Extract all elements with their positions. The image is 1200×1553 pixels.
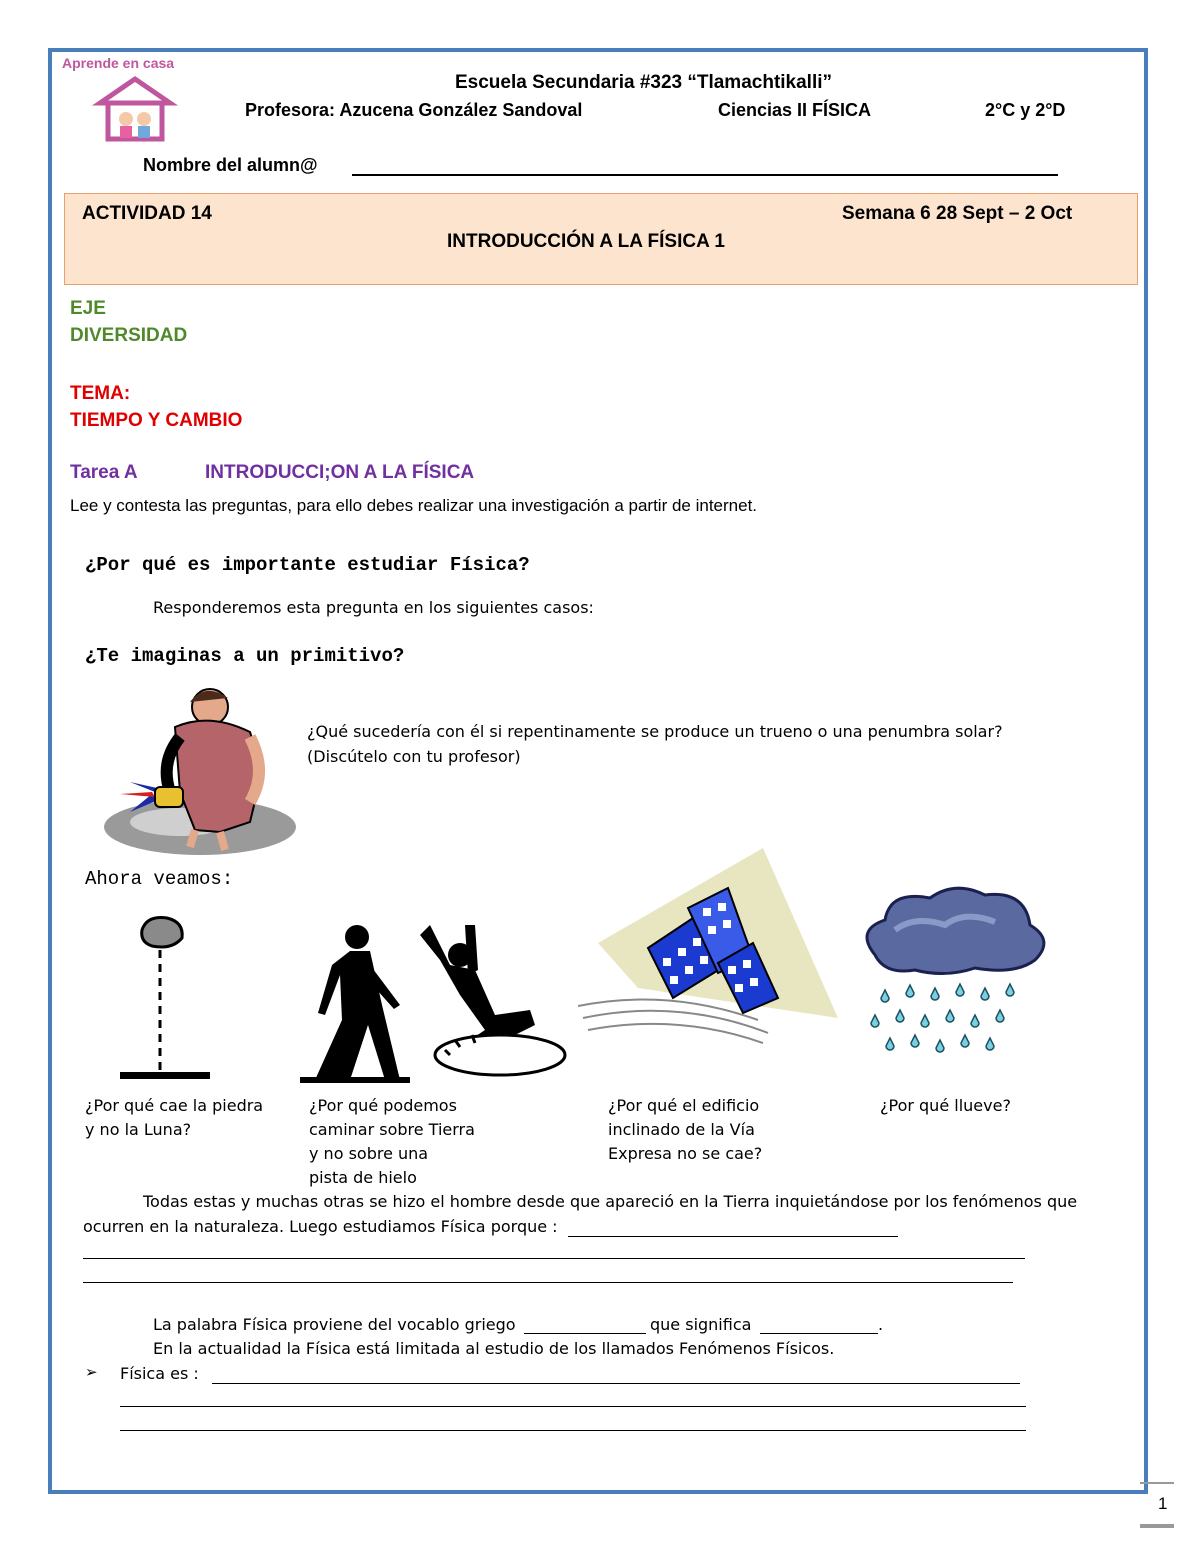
- fisica-es-line-1[interactable]: [212, 1383, 1020, 1384]
- teacher-name: Profesora: Azucena González Sandoval: [245, 100, 583, 120]
- eje-label: EJE: [70, 298, 106, 319]
- rain-cloud-image: [855, 880, 1055, 1060]
- fisica-es-line-2[interactable]: [120, 1406, 1026, 1407]
- question-importance: ¿Por qué es importante estudiar Física?: [85, 554, 530, 576]
- subject: Ciencias II FÍSICA: [718, 100, 872, 120]
- answer-line-1[interactable]: [83, 1258, 1025, 1259]
- caption-building: ¿Por qué el edificio inclinado de la Vía Expresa no se cae?: [608, 1096, 763, 1163]
- page-number-rule-bottom: [1140, 1524, 1174, 1528]
- greek-word-line[interactable]: [524, 1333, 646, 1334]
- fisica-es-line-3[interactable]: [120, 1430, 1026, 1431]
- caption-rain: ¿Por qué llueve?: [880, 1096, 1011, 1115]
- caption-walk: ¿Por qué podemos caminar sobre Tierra y no sobre una pista de hielo: [309, 1096, 475, 1187]
- leaning-building-image: [578, 848, 838, 1048]
- meaning-line[interactable]: [760, 1333, 878, 1334]
- tarea-title: INTRODUCCI;ON A LA FÍSICA: [205, 462, 475, 483]
- paragraph-line-2: ocurren en la naturaleza. Luego estudiamos Física porque :: [83, 1217, 558, 1236]
- logo-text: Aprende en casa: [62, 55, 175, 71]
- groups: 2°C y 2°D: [985, 100, 1066, 120]
- primitive-discuss: (Discútelo con tu profesor): [307, 747, 521, 766]
- eje-value: DIVERSIDAD: [70, 325, 188, 346]
- answer-line-2[interactable]: [83, 1282, 1013, 1283]
- tarea-label: Tarea A: [70, 462, 138, 483]
- page-number-rule-top: [1140, 1482, 1174, 1484]
- logo: [62, 55, 202, 145]
- actualidad-text: En la actualidad la Física está limitada al estudio de los llamados Fenómenos Físicos.: [153, 1339, 835, 1358]
- answer-intro: Responderemos esta pregunta en los siguientes casos:: [153, 598, 594, 617]
- tema-value: TIEMPO Y CAMBIO: [70, 410, 243, 431]
- activity-week: Semana 6 28 Sept – 2 Oct: [842, 203, 1073, 224]
- bullet-arrow: ➢: [85, 1364, 98, 1381]
- walking-slipping-image: [300, 915, 580, 1085]
- greek-text-1: La palabra Física proviene del vocablo griego: [153, 1315, 516, 1334]
- caption-stone: ¿Por qué cae la piedra y no la Luna?: [85, 1096, 264, 1139]
- tema-label: TEMA:: [70, 383, 131, 404]
- activity-title: INTRODUCCIÓN A LA FÍSICA 1: [447, 231, 725, 252]
- page-number: 1: [1158, 1494, 1168, 1513]
- fisica-es-label: Física es :: [120, 1364, 199, 1383]
- period: .: [878, 1315, 884, 1334]
- paragraph-line-1: Todas estas y muchas otras se hizo el hombre desde que apareció en la Tierra inquietándose por los fenómenos que: [143, 1192, 1078, 1211]
- answer-line-porque[interactable]: [568, 1236, 898, 1237]
- school-name: Escuela Secundaria #323 “Tlamachtikalli”: [455, 72, 833, 93]
- student-name-line[interactable]: [352, 174, 1058, 176]
- activity-label: ACTIVIDAD 14: [82, 203, 212, 224]
- student-label: Nombre del alumn@: [143, 155, 318, 175]
- caveman-image: [100, 682, 300, 862]
- falling-stone-image: [112, 910, 212, 1085]
- greek-text-2: que significa: [650, 1315, 752, 1334]
- primitive-question: ¿Qué sucedería con él si repentinamente se produce un trueno o una penumbra solar?: [307, 722, 1003, 741]
- instructions: Lee y contesta las preguntas, para ello debes realizar una investigación a partir de internet.: [70, 496, 758, 515]
- ahora-veamos: Ahora veamos:: [85, 868, 234, 890]
- question-primitive: ¿Te imaginas a un primitivo?: [85, 645, 405, 667]
- house-icon: [90, 73, 180, 143]
